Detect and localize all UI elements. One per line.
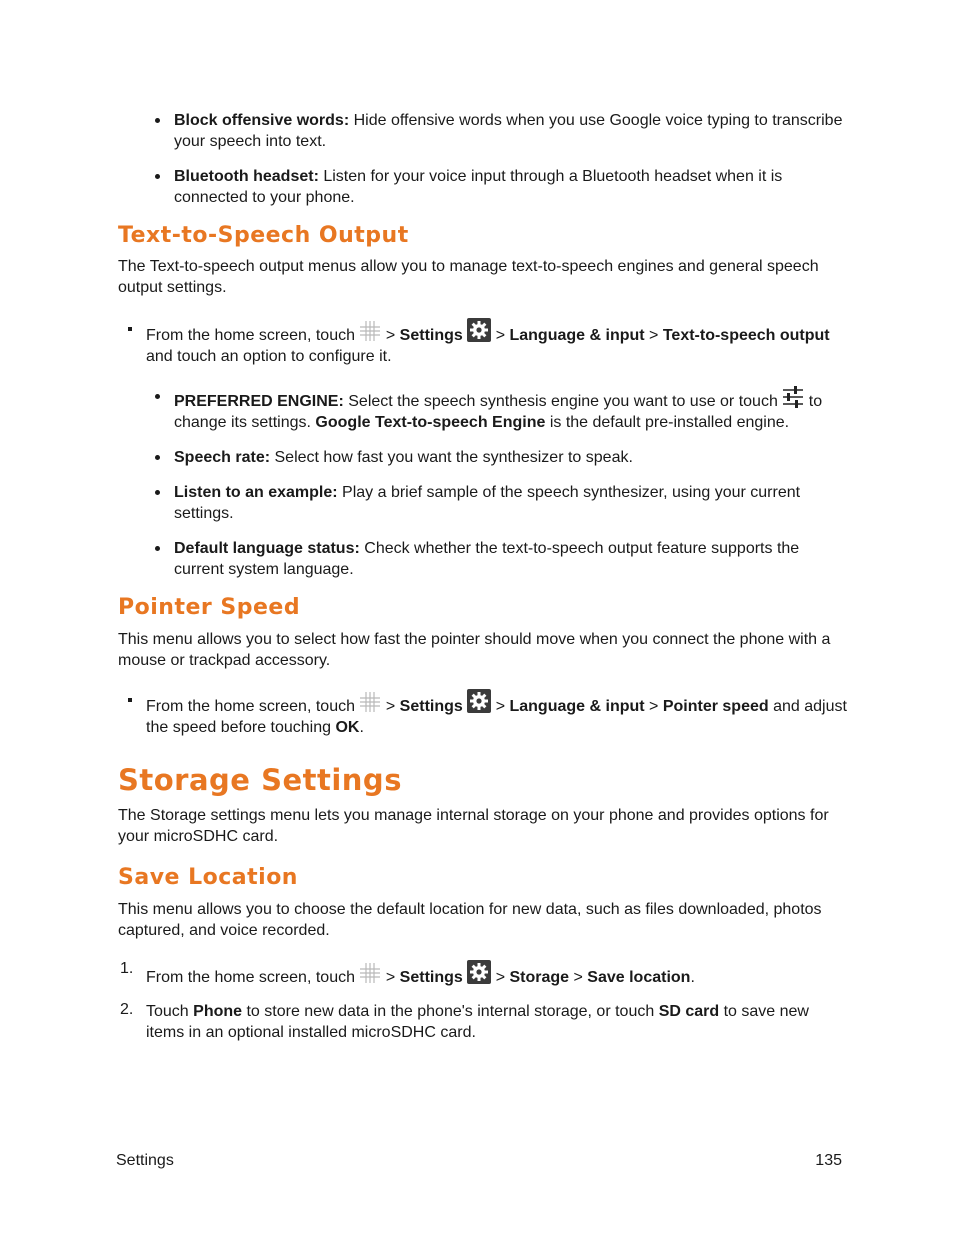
- tts-steps: [118, 318, 848, 367]
- bullet-square: [128, 698, 132, 702]
- pointer-steps: [118, 689, 848, 738]
- apps-grid-icon: [359, 962, 381, 984]
- pointer-intro: This menu allows you to select how fast the pointer should move when you connect the phone with a mouse or trackpad accessory.: [118, 631, 831, 669]
- list-item: PREFERRED ENGINE: Select the speech synthesis engine you want to use or touch to change its settings. Google Text-to-speech Engine is the default pre-installed engine.: [118, 386, 848, 433]
- apps-grid-icon: [359, 320, 381, 342]
- list-item: Speech rate: Select how fast you want the synthesizer to speak.: [118, 447, 848, 468]
- description: Hide offensive words when you use Google voice typing to transcribe your speech into text.: [174, 112, 843, 150]
- apps-grid-icon: [359, 691, 381, 713]
- description: Listen for your voice input through a Bluetooth headset when it is connected to your phone.: [174, 168, 783, 206]
- step-number: 1.: [120, 960, 134, 977]
- step-item: From the home screen, touch > Settings > Language & input > Text-to-speech output and touch an option to configure it.: [118, 318, 848, 367]
- bullet-dot: [155, 174, 160, 179]
- step-item: From the home screen, touch > Settings > Language & input > Pointer speed and adjust the speed before touching OK.: [118, 689, 848, 738]
- bullet-dot: [155, 490, 160, 495]
- bullet-dot: [155, 118, 160, 123]
- tts-intro: The Text-to-speech output menus allow you to manage text-to-speech engines and general speech output settings.: [118, 258, 819, 296]
- save-intro: This menu allows you to choose the default location for new data, such as files downloaded, photos captured, and voice recorded.: [118, 901, 822, 939]
- bullet-square: [128, 327, 132, 331]
- save-steps: [118, 960, 848, 1043]
- step-item: 2. Touch Phone to store new data in the phone's internal storage, or touch SD card to save new items in an optional installed microSDHC card.: [120, 1001, 809, 1041]
- section-heading-pointer: Pointer Speed: [118, 595, 301, 620]
- bullet-list-tts: [118, 386, 848, 580]
- list-item: [118, 166, 848, 208]
- footer-section: Settings: [116, 1152, 174, 1169]
- list-item: Listen to an example: Play a brief sample of the speech synthesizer, using your current settings.: [118, 482, 848, 524]
- settings-gear-icon: [467, 689, 491, 713]
- term: Block offensive words:: [174, 112, 350, 129]
- step-item: 1. From the home screen, touch > Settings > Storage > Save location.: [120, 960, 695, 986]
- page-heading-storage: Storage Settings: [118, 763, 402, 797]
- term: Bluetooth headset:: [174, 168, 319, 185]
- bullet-dot: [155, 546, 160, 551]
- list-item: Default language status: Check whether the text-to-speech output feature supports the current system language.: [118, 538, 848, 580]
- settings-gear-icon: [467, 318, 491, 342]
- page-number: 135: [815, 1152, 842, 1169]
- bullet-dot: [155, 394, 160, 399]
- section-heading-tts: Text-to-Speech Output: [118, 223, 409, 248]
- settings-gear-icon: [467, 960, 491, 984]
- storage-intro: The Storage settings menu lets you manage internal storage on your phone and provides options for your microSDHC card.: [118, 807, 829, 845]
- page-content: [118, 110, 848, 1056]
- list-item: [118, 110, 848, 152]
- settings-sliders-icon: [782, 386, 804, 408]
- bullet-list-voice: [118, 110, 848, 208]
- step-number: 2.: [120, 1001, 134, 1018]
- section-heading-save-location: Save Location: [118, 865, 298, 890]
- bullet-dot: [155, 455, 160, 460]
